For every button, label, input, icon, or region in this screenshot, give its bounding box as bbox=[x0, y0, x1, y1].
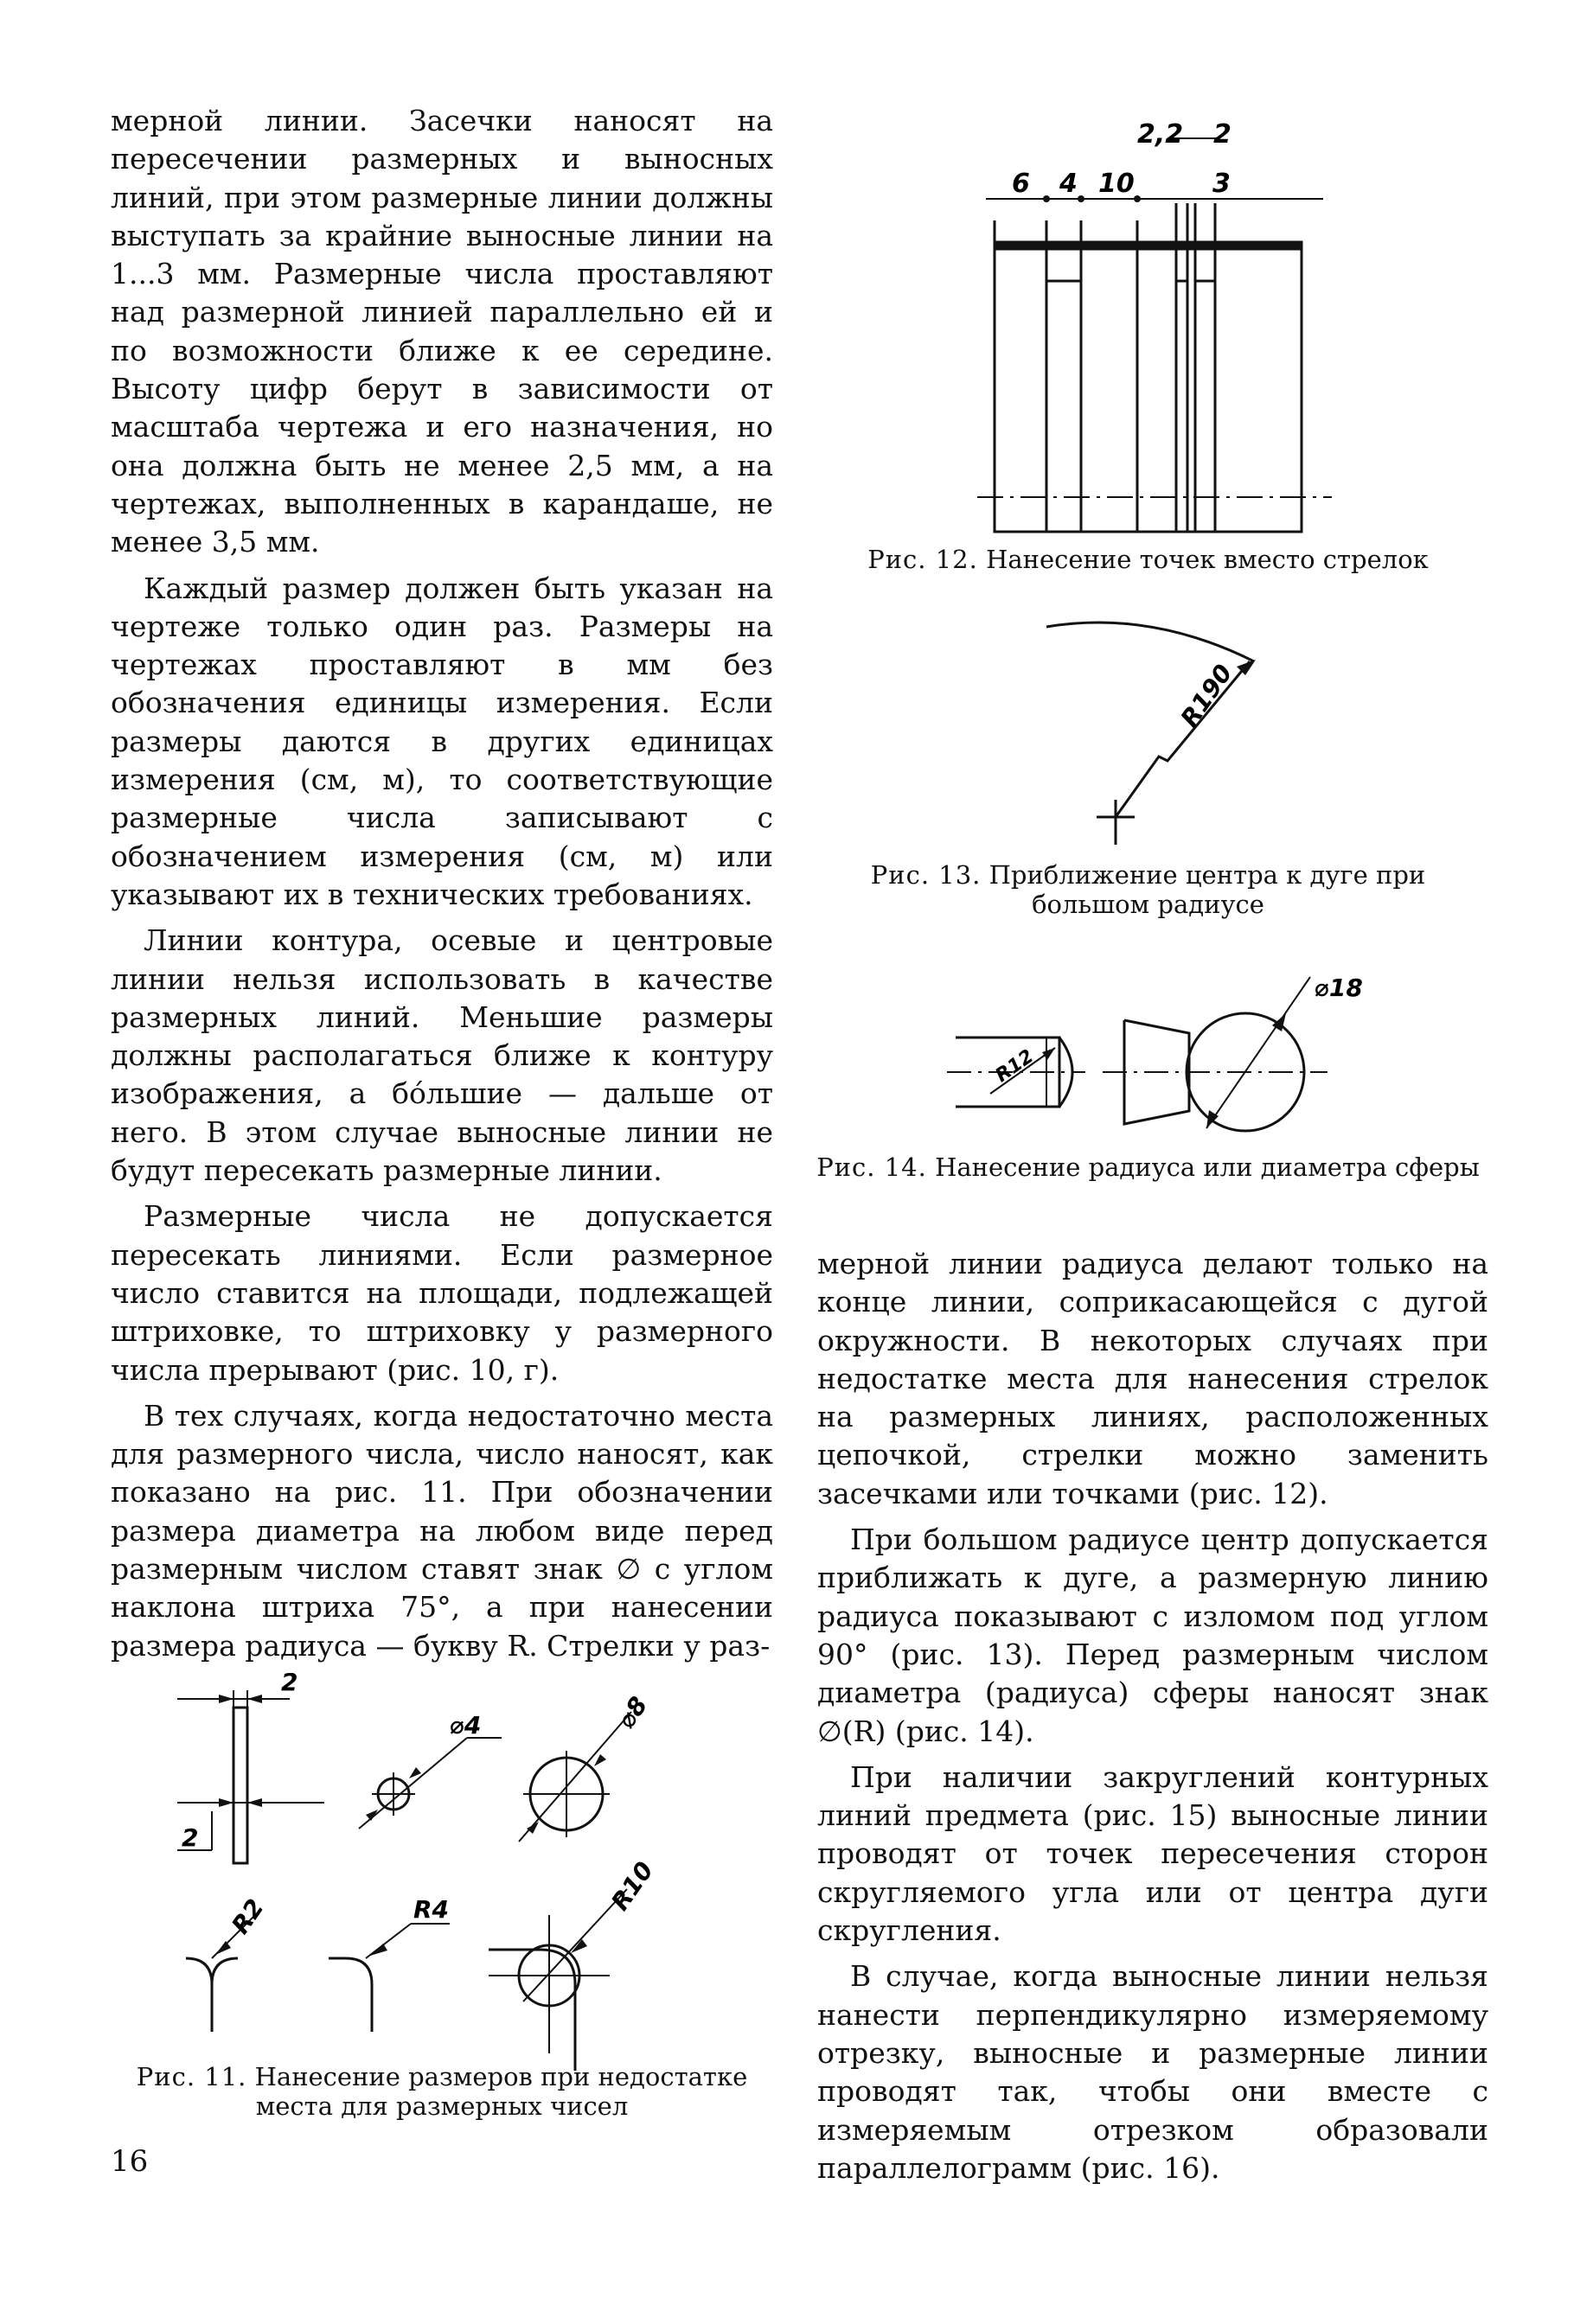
fig11-dim-2-top: 2 bbox=[281, 1673, 298, 1696]
fig12-dim-4: 4 bbox=[1059, 169, 1078, 199]
fig11-corner-r2 bbox=[186, 1958, 212, 2032]
figure-12-label: Рис. 12. bbox=[867, 545, 978, 574]
figure-12-drawing bbox=[969, 117, 1340, 549]
right-column bbox=[817, 1245, 1488, 2195]
fig11-corner-r10 bbox=[489, 1950, 575, 2071]
figure-13-drawing bbox=[1029, 610, 1289, 852]
fig12-dim-3: 3 bbox=[1212, 169, 1231, 199]
figure-14-drawing bbox=[947, 968, 1397, 1141]
fig11-dim-2-left: 2 bbox=[182, 1823, 199, 1852]
figure-14-caption bbox=[809, 1152, 1487, 1182]
left-paragraph-5: В тех случаях, когда недостаточно места для размерного числа, число наносят, как показано на рис. 11. При обозначении размера диаметра на любом виде перед размерным числом ставят знак ∅ с углом наклона штриха 75°, а при нанесении размера радиуса — букву R. Стрелки у раз- bbox=[111, 1398, 773, 1663]
fig12-dim-2-2: 2,2 bbox=[1137, 119, 1184, 150]
left-paragraph-1: мерной линии. Засечки наносят на пересечении размерных и выносных линий, при этом размерные линии должны выступать за крайние выносные линии на 1...3 мм. Размерные числа проставляют над размерной линией параллельно ей и по возможности ближе к ее середине. Высоту цифр берут в зависимости от масштаба чертежа и его назначения, но она должна быть не менее 2,5 мм, а на чертежах, выполненных в карандаше, не менее 3,5 мм. bbox=[111, 104, 773, 559]
figure-13-caption bbox=[809, 860, 1487, 919]
fig13-arc bbox=[1046, 622, 1254, 661]
figure-11 bbox=[160, 1673, 713, 2088]
right-paragraph-1: мерной линии радиуса делают только на конце линии, соприкасающейся с дугой окружности. В некоторых случаях при недостатке места для нанесения стрелок на размерных линиях, расположенных цепочкой, стрелки можно заменить засечками или точками (рис. 12). bbox=[817, 1247, 1488, 1510]
figure-13 bbox=[1029, 610, 1289, 852]
left-paragraph-4: Размерные числа не допускается пересекать линиями. Если размерное число ставится на площади, подлежащей штриховке, то штриховку у размерного числа прерывают (рис. 10, г). bbox=[111, 1199, 773, 1387]
page-number: 16 bbox=[111, 2144, 149, 2179]
fig11-dim-d8: ⌀8 bbox=[611, 1691, 654, 1733]
fig14-dim-d18: ⌀18 bbox=[1315, 974, 1363, 1002]
fig11-slot bbox=[234, 1708, 247, 1863]
figure-14-caption-text: Нанесение радиуса или диаметра сферы bbox=[935, 1152, 1480, 1182]
figure-14 bbox=[947, 968, 1397, 1141]
fig11-dim-r4: R4 bbox=[413, 1895, 450, 1924]
figure-12-caption-text: Нанесение точек вместо стрелок bbox=[986, 545, 1429, 574]
figure-14-label: Рис. 14. bbox=[816, 1152, 927, 1182]
fig12-dim-2: 2 bbox=[1213, 119, 1232, 150]
fig12-dim-6: 6 bbox=[1012, 169, 1030, 199]
fig11-dim-r10: R10 bbox=[605, 1856, 660, 1916]
fig14-dim-r12: R12 bbox=[991, 1045, 1039, 1088]
left-paragraph-2: Каждый размер должен быть указан на чертеже только один раз. Размеры на чертежах проставляют в мм без обозначения единицы измерения. Если размеры даются в других единицах измерения (см, м), то соответствующие размерные числа записывают с обозначением измерения (см, м) или указывают их в технических требованиях. bbox=[111, 571, 773, 911]
fig12-dim-10: 10 bbox=[1098, 169, 1135, 199]
figure-13-label: Рис. 13. bbox=[870, 860, 982, 890]
right-paragraph-2: При большом радиусе центр допускается приближать к дуге, а размерную линию радиуса показывают с изломом под углом 90° (рис. 13). Перед размерным числом диаметра (радиуса) сферы наносят знак ∅(R) (рис. 14). bbox=[817, 1523, 1488, 1748]
fig11-dim-r2: R2 bbox=[226, 1893, 270, 1939]
fig13-dim-r190: R190 bbox=[1174, 659, 1238, 732]
fig12-top-band bbox=[995, 242, 1302, 249]
right-paragraph-3: При наличии закруглений контурных линий предмета (рис. 15) выносные линии проводят от точек пересечения сторон скругляемого угла или от центра дуги скругления. bbox=[817, 1759, 1488, 1948]
figure-11-caption-text: Нанесение размеров при недостатке места для размерных чисел bbox=[254, 2062, 748, 2121]
right-paragraph-4: В случае, когда выносные линии нельзя нанести перпендикулярно измеряемому отрезку, выносные и размерные линии проводят так, чтобы они вместе с измеряемым отрезком образовали параллелограмм (рис. 16). bbox=[817, 1959, 1488, 2185]
figure-12 bbox=[969, 117, 1340, 549]
figure-11-caption bbox=[111, 2062, 773, 2121]
fig11-corner-r4 bbox=[329, 1958, 372, 2032]
fig12-body-outline bbox=[995, 242, 1302, 532]
fig11-dim-d4: ⌀4 bbox=[450, 1711, 482, 1740]
figure-11-drawing bbox=[160, 1673, 713, 2088]
left-paragraph-3: Линии контура, осевые и центровые линии нельзя использовать в качестве размерных линий. Меньшие размеры должны располагаться ближе к контуру изображения, а бо́льшие — дальше от него. В этом случае выносные линии не будут пересекать размерные линии. bbox=[111, 923, 773, 1188]
figure-12-caption bbox=[809, 545, 1487, 574]
left-column bbox=[111, 102, 773, 1673]
figure-13-caption-text: Приближение центра к дуге при большом радиусе bbox=[988, 860, 1426, 919]
figure-11-label: Рис. 11. bbox=[136, 2062, 247, 2091]
